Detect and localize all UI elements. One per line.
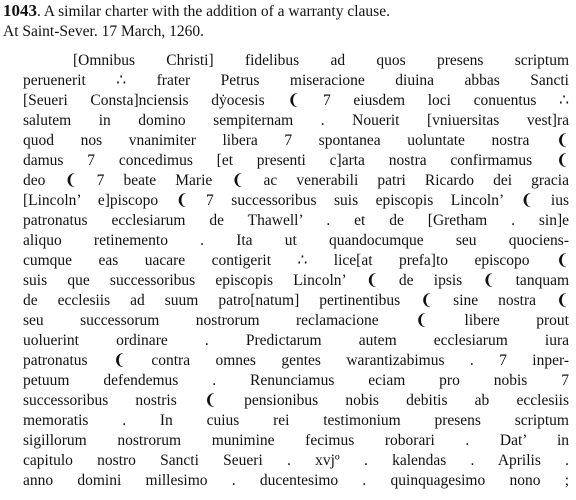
text-line: seu successorum nostrorum reclamacione ❨ libere prout bbox=[23, 312, 569, 329]
text-line: memoratis . In cuius rei testimonium presens scriptum bbox=[23, 412, 569, 429]
text-line: de ecclesiis ad suum patro[natum] pertinentibus ❨ sine nostra ❨ bbox=[23, 292, 569, 309]
text-line: petuum defendemus . Renunciamus eciam pro nobis 7 bbox=[23, 372, 569, 389]
place-date: At Saint-Sever. 17 March, 1260. bbox=[3, 23, 205, 40]
text-line: sigillorum nostrorum munimine fecimus roborari . Dat’ in bbox=[23, 432, 569, 449]
text-line: cumque eas uacare contigerit ∴ lice[at prefa]to episcopo ❨ bbox=[23, 252, 569, 269]
text-line: [Seueri Consta]nciensis dẏocesis ❨ 7 eiusdem loci conuentus ∴ bbox=[23, 92, 569, 109]
entry-number: 1043 bbox=[3, 1, 37, 20]
text-line: [Omnibus Christi] fidelibus ad quos presens scriptum bbox=[73, 52, 569, 69]
text-line: uoluerint ordinare . Predictarum autem ecclesiarum iura bbox=[23, 332, 569, 349]
text-line: successoribus nostris ❨ pensionibus nobis debitis ab ecclesiis bbox=[23, 392, 569, 409]
text-line: damus 7 concedimus [et presenti c]arta nostra confirmamus ❨ bbox=[23, 152, 569, 169]
text-line: patronatus ecclesiarum de Thawell’ . et de [Gretham . sin]e bbox=[23, 212, 569, 229]
charter-heading bbox=[3, 0, 575, 22]
text-line: [Lincoln’ e]piscopo ❨ 7 successoribus suis episcopis Lincoln’ ❨ ius bbox=[23, 192, 569, 209]
text-line: anno domini millesimo . ducentesimo . quinquagesimo nono ; bbox=[23, 472, 569, 489]
text-line: capitulo nostro Sancti Seueri . xvjº . kalendas . Aprilis . bbox=[23, 452, 569, 469]
text-line: salutem in domino sempiternam . Nouerit [vniuersitas vest]ra bbox=[23, 112, 569, 129]
heading-text: . A similar charter with the addition of a warranty clause. bbox=[37, 3, 390, 20]
text-line: patronatus ❨ contra omnes gentes warantizabimus . 7 inper- bbox=[23, 352, 569, 369]
text-line: suis que successoribus episcopis Lincoln’ ❨ de ipsis ❨ tanquam bbox=[23, 272, 569, 289]
text-line: peruenerit ∴ frater Petrus miseracione diuina abbas Sancti bbox=[23, 72, 569, 89]
text-line: quod nos vnanimiter libera 7 spontanea uoluntate nostra ❨ bbox=[23, 132, 569, 149]
text-line: aliquo retinemento . Ita ut quandocumque seu quociens- bbox=[23, 232, 569, 249]
text-line: deo ❨ 7 beate Marie ❨ ac venerabili patri Ricardo dei gracia bbox=[23, 172, 569, 189]
